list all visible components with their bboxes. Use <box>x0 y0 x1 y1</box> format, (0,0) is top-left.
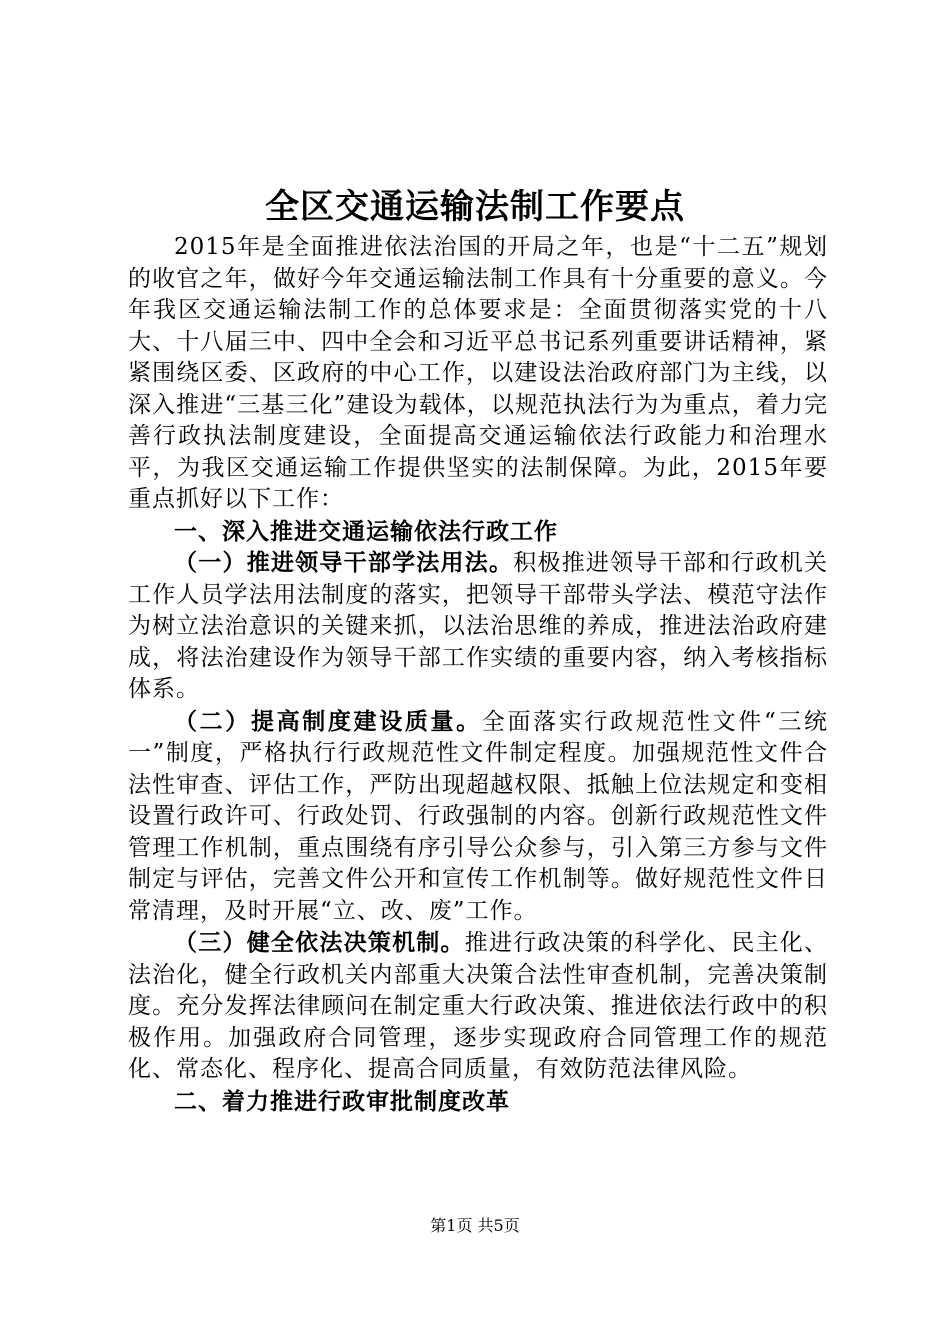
item-text-1: 积极推进领导干部和行政机关工作人员学法用法制度的落实，把领导干部带头学法、模范守法作为树立法治意识的关键来抓，以法治思维的养成，推进法治政府建成，将法治建设作为领导干部工作实绩的重要内容，纳入考核指标体系。 <box>128 550 829 702</box>
section-heading-1: 一、深入推进交通运输依法行政工作 <box>174 517 558 545</box>
item-heading-3: （三）健全依法决策机制。 <box>174 929 465 956</box>
item-heading-1: （一）推进领导干部学法用法。 <box>174 549 514 576</box>
item-text-3: 推进行政决策的科学化、民主化、法治化，健全行政机关内部重大决策合法性审查机制，完善决策制度。充分发挥法律顾问在制定重大行政决策、推进依法行政中的积极作用。加强政府合同管理，逐步实现政府合同管理工作的规范化、常态化、程序化、提高合同质量，有效防范法律风险。 <box>128 930 829 1082</box>
section-heading-2: 二、着力推进行政审批制度改革 <box>174 1087 510 1115</box>
item-text-2: 全面落实行政规范性文件“三统一”制度，严格执行行政规范性文件制定程度。加强规范性文件合法性审查、评估工作，严防出现超越权限、抵触上位法规定和变相设置行政许可、行政处罚、行政强制的内容。创新行政规范性文件管理工作机制，重点围绕有序引导公众参与，引入第三方参与文件制定与评估，完善文件公开和宣传工作机制等。做好规范性文件日常清理，及时开展“立、改、废”工作。 <box>128 708 828 924</box>
item-paragraph-3 <box>128 927 828 1086</box>
document-body <box>128 232 828 1117</box>
item-heading-2: （二）提高制度建设质量。 <box>174 707 482 735</box>
item-paragraph-1 <box>128 547 828 706</box>
item-paragraph-2 <box>128 706 828 928</box>
intro-paragraph: 2015年是全面推进依法治国的开局之年，也是“十二五”规划的收官之年，做好今年交通运输法制工作具有十分重要的意义。今年我区交通运输法制工作的总体要求是：全面贯彻落实党的十八大、十八届三中、四中全会和习近平总书记系列重要讲话精神，紧紧围绕区委、区政府的中心工作，以建设法治政府部门为主线，以深入推进“三基三化”建设为载体，以规范执法行为为重点，着力完善行政执法制度建设，全面提高交通运输依法行政能力和治理水平，为我区交通运输工作提供坚实的法制保障。为此，2015年要重点抓好以下工作： <box>128 234 828 512</box>
document-title: 全区交通运输法制工作要点 <box>265 187 685 227</box>
page-footer: 第1页 共5页 <box>430 1216 520 1235</box>
